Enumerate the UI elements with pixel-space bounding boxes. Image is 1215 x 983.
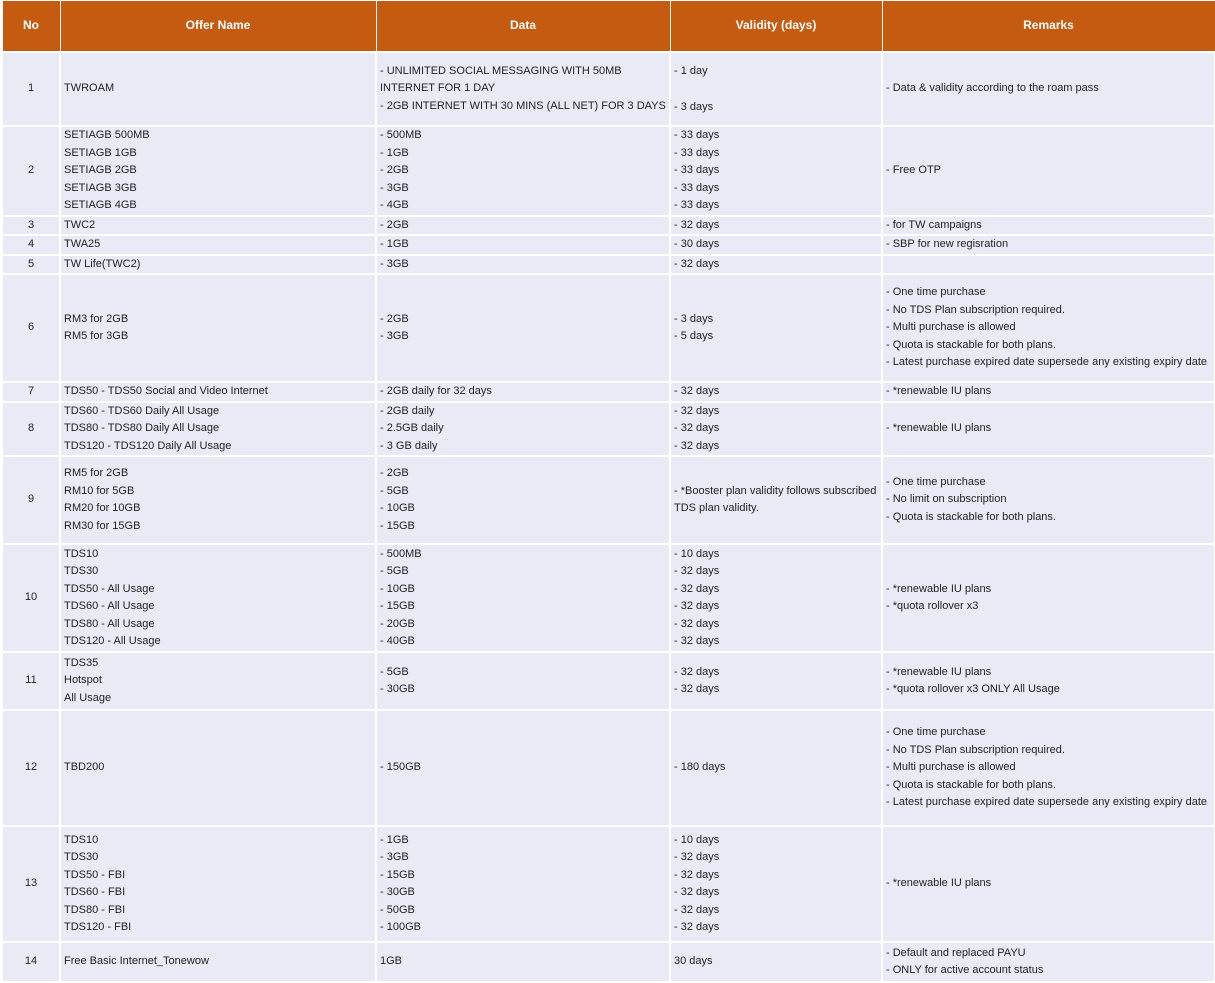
header-no: No <box>2 1 60 53</box>
validity-line: - 1 day <box>674 65 708 77</box>
validity-line: 30 days <box>674 955 713 968</box>
remarks-cell <box>882 402 1215 457</box>
remarks-line: - *renewable IU plans <box>886 582 992 595</box>
validity-cell <box>670 942 882 982</box>
offers-table-body <box>2 52 1215 982</box>
offer-line: TDS80 - FBI <box>64 903 126 916</box>
data-line: - 30GB <box>380 886 415 898</box>
offer-cell <box>60 652 376 710</box>
remarks-line: - *renewable IU plans <box>886 385 992 397</box>
remarks-line: - Quota is stackable for both plans. <box>886 778 1056 791</box>
data-line: - 15GB <box>380 600 415 612</box>
data-cell <box>376 255 670 275</box>
table-row <box>2 255 1215 275</box>
offer-cell <box>60 216 376 236</box>
data-line: - 2GB daily <box>380 404 435 417</box>
row-number-cell: 10 <box>2 544 60 652</box>
validity-line: - 33 days <box>674 164 720 176</box>
data-line: - 10GB <box>380 582 415 595</box>
row-number-cell: 8 <box>2 402 60 457</box>
remarks-cell <box>882 826 1215 942</box>
offer-cell <box>60 126 376 216</box>
validity-line: - 32 days <box>674 582 720 595</box>
remarks-cell <box>882 710 1215 826</box>
remarks-cell <box>882 382 1215 402</box>
remarks-line: - Data & validity according to the roam pass <box>886 82 1099 95</box>
offer-line: TDS30 <box>64 851 99 863</box>
offer-cell <box>60 274 376 382</box>
offer-line: SETIAGB 2GB <box>64 164 137 176</box>
header-validity: Validity (days) <box>670 1 882 53</box>
validity-line: - 30 days <box>674 238 720 250</box>
data-line: - 5GB <box>380 484 409 497</box>
remarks-cell <box>882 52 1215 126</box>
validity-line: - 32 days <box>674 921 720 933</box>
data-cell <box>376 216 670 236</box>
table-row <box>2 942 1215 982</box>
header-row <box>2 1 1215 53</box>
data-line: - 10GB <box>380 502 415 514</box>
remarks-cell <box>882 235 1215 255</box>
validity-cell <box>670 126 882 216</box>
data-line: - 3GB <box>380 257 409 270</box>
table-row <box>2 826 1215 942</box>
validity-line: - 32 days <box>674 404 720 417</box>
row-number-cell: 4 <box>2 235 60 255</box>
validity-line: - 32 days <box>674 600 720 612</box>
offer-cell <box>60 544 376 652</box>
validity-cell <box>670 235 882 255</box>
offer-line: TWA25 <box>64 238 101 250</box>
validity-line: - 32 days <box>674 439 720 452</box>
remarks-line: - Default and replaced PAYU <box>886 946 1026 959</box>
offer-line: TDS50 - TDS50 Social and Video Internet <box>64 385 268 397</box>
offer-line: All Usage <box>64 691 112 704</box>
remarks-line: - *renewable IU plans <box>886 665 992 678</box>
row-number-cell: 7 <box>2 382 60 402</box>
data-line: - 2GB daily for 32 days <box>380 385 492 397</box>
offer-line: RM20 for 10GB <box>64 502 141 514</box>
remarks-cell <box>882 456 1215 544</box>
offer-line: TDS120 - All Usage <box>64 635 161 647</box>
row-number-cell: 3 <box>2 216 60 236</box>
remarks-line: - No TDS Plan subscription required. <box>886 303 1065 316</box>
remarks-cell <box>882 652 1215 710</box>
validity-line: - 32 days <box>674 565 720 577</box>
data-line: - 1GB <box>380 146 409 159</box>
data-line: - 1GB <box>380 833 409 846</box>
offer-line: TDS10 <box>64 833 99 846</box>
remarks-cell <box>882 126 1215 216</box>
data-line: - 2GB <box>380 312 409 325</box>
remarks-line: - One time purchase <box>886 475 986 488</box>
remarks-cell <box>882 544 1215 652</box>
offer-cell <box>60 235 376 255</box>
data-cell <box>376 652 670 710</box>
header-data: Data <box>376 1 670 53</box>
remarks-line: - One time purchase <box>886 726 986 739</box>
validity-line: - 32 days <box>674 851 720 863</box>
offer-line: TDS60 - TDS60 Daily All Usage <box>64 404 220 417</box>
row-number-cell: 9 <box>2 456 60 544</box>
offer-cell <box>60 52 376 126</box>
header-remarks: Remarks <box>882 1 1215 53</box>
remarks-line: - *renewable IU plans <box>886 877 992 890</box>
table-row <box>2 456 1215 544</box>
table-row <box>2 126 1215 216</box>
validity-line: - 32 days <box>674 868 720 881</box>
validity-line: - 32 days <box>674 903 720 916</box>
header-offer-name: Offer Name <box>60 1 376 53</box>
offer-line: TDS60 - All Usage <box>64 600 155 612</box>
remarks-line: - Latest purchase expired date supersede any existing expiry date <box>886 796 1208 809</box>
offer-line: TWROAM <box>64 82 115 95</box>
data-cell <box>376 126 670 216</box>
remarks-line: - One time purchase <box>886 286 986 299</box>
validity-line: - *Booster plan validity follows subscribed TDS plan validity. <box>674 484 877 514</box>
validity-line: - 3 days <box>674 312 714 325</box>
row-number-cell: 2 <box>2 126 60 216</box>
offer-line: RM3 for 2GB <box>64 312 129 325</box>
data-line: - 40GB <box>380 635 415 647</box>
remarks-line: - Latest purchase expired date supersede any existing expiry date <box>886 356 1208 369</box>
validity-cell <box>670 826 882 942</box>
validity-line: - 32 days <box>674 385 720 397</box>
data-line: - 5GB <box>380 665 409 678</box>
validity-line: - 3 days <box>674 101 714 113</box>
data-line: - 5GB <box>380 565 409 577</box>
offer-line: SETIAGB 1GB <box>64 146 137 159</box>
data-cell <box>376 402 670 457</box>
table-row <box>2 274 1215 382</box>
data-line: - 15GB <box>380 868 415 881</box>
table-row <box>2 216 1215 236</box>
remarks-line: - No TDS Plan subscription required. <box>886 743 1065 756</box>
data-line: - 150GB <box>380 761 421 774</box>
data-line: - 100GB <box>380 921 421 933</box>
offer-line: TDS50 - All Usage <box>64 582 155 595</box>
offer-line: TDS120 - TDS120 Daily All Usage <box>64 439 232 452</box>
table-row <box>2 235 1215 255</box>
offer-line: TDS60 - FBI <box>64 886 126 898</box>
data-cell <box>376 382 670 402</box>
offer-line: TBD200 <box>64 761 105 774</box>
validity-cell <box>670 216 882 236</box>
offer-cell <box>60 255 376 275</box>
data-cell <box>376 274 670 382</box>
validity-cell <box>670 652 882 710</box>
data-cell <box>376 826 670 942</box>
table-row <box>2 382 1215 402</box>
validity-cell <box>670 402 882 457</box>
validity-line: - 33 days <box>674 181 720 194</box>
data-line: - 2GB <box>380 164 409 176</box>
remarks-cell <box>882 216 1215 236</box>
validity-line: - 33 days <box>674 146 720 159</box>
remarks-line: - for TW campaigns <box>886 218 982 231</box>
data-cell <box>376 710 670 826</box>
remarks-cell <box>882 274 1215 382</box>
data-line: - 30GB <box>380 683 415 695</box>
data-cell <box>376 456 670 544</box>
offer-cell <box>60 382 376 402</box>
offer-line: Hotspot <box>64 674 102 687</box>
validity-cell <box>670 382 882 402</box>
data-cell <box>376 235 670 255</box>
offer-line: TDS50 - FBI <box>64 868 126 881</box>
remarks-line: - Quota is stackable for both plans. <box>886 338 1056 351</box>
offer-line: TDS120 - FBI <box>64 921 132 933</box>
table-row <box>2 652 1215 710</box>
validity-cell <box>670 255 882 275</box>
validity-line: - 10 days <box>674 547 720 560</box>
validity-line: - 32 days <box>674 617 720 630</box>
validity-line: - 32 days <box>674 665 720 678</box>
data-line: - 2GB <box>380 467 409 479</box>
validity-line: - 33 days <box>674 129 720 141</box>
offer-line: RM5 for 2GB <box>64 467 129 479</box>
data-line: - 20GB <box>380 617 415 630</box>
data-line: - 4GB <box>380 199 409 211</box>
validity-line: - 32 days <box>674 218 720 231</box>
offer-line: TDS10 <box>64 547 99 560</box>
remarks-cell <box>882 942 1215 982</box>
data-line: - UNLIMITED SOCIAL MESSAGING WITH 50MB INTERNET FOR 1 DAY <box>380 64 622 95</box>
row-number-cell: 13 <box>2 826 60 942</box>
offer-cell <box>60 710 376 826</box>
offer-line: SETIAGB 3GB <box>64 181 137 194</box>
remarks-line: - *quota rollover x3 ONLY All Usage <box>886 683 1060 695</box>
table-row <box>2 544 1215 652</box>
validity-cell <box>670 544 882 652</box>
data-line: - 3GB <box>380 330 409 342</box>
offers-table <box>1 0 1215 983</box>
validity-cell <box>670 274 882 382</box>
validity-line: - 32 days <box>674 257 720 270</box>
row-number-cell: 6 <box>2 274 60 382</box>
row-number-cell: 11 <box>2 652 60 710</box>
offer-line: SETIAGB 500MB <box>64 129 150 141</box>
row-number-cell: 1 <box>2 52 60 126</box>
table-row <box>2 52 1215 126</box>
remarks-line: - *quota rollover x3 <box>886 600 979 612</box>
data-line: - 15GB <box>380 519 415 532</box>
validity-cell <box>670 710 882 826</box>
offer-line: TDS35 <box>64 656 99 669</box>
offer-cell <box>60 456 376 544</box>
offer-cell <box>60 402 376 457</box>
offer-line: Free Basic Internet_Tonewow <box>64 955 209 968</box>
remarks-line: - Quota is stackable for both plans. <box>886 510 1056 523</box>
validity-line: - 33 days <box>674 199 720 211</box>
offer-line: TW Life(TWC2) <box>64 257 141 270</box>
remarks-line: - *renewable IU plans <box>886 422 992 434</box>
data-line: - 50GB <box>380 903 415 916</box>
offer-line: TDS30 <box>64 565 99 577</box>
validity-line: - 10 days <box>674 833 720 846</box>
data-cell <box>376 52 670 126</box>
remarks-line: - ONLY for active account status <box>886 964 1044 976</box>
remarks-line: - Multi purchase is allowed <box>886 321 1016 334</box>
remarks-line: - No limit on subscription <box>886 493 1007 506</box>
data-line: - 2GB <box>380 218 409 231</box>
offer-line: RM5 for 3GB <box>64 330 129 342</box>
validity-cell <box>670 52 882 126</box>
data-line: - 2.5GB daily <box>380 422 444 434</box>
data-line: - 500MB <box>380 129 422 141</box>
data-cell <box>376 942 670 982</box>
data-line: - 500MB <box>380 547 422 560</box>
remarks-line: - Free OTP <box>886 164 942 176</box>
data-line: - 2GB INTERNET WITH 30 MINS (ALL NET) FOR 3 DAYS <box>380 99 666 112</box>
table-row <box>2 402 1215 457</box>
row-number-cell: 14 <box>2 942 60 982</box>
data-line: - 1GB <box>380 238 409 250</box>
remarks-cell <box>882 255 1215 275</box>
offer-line: SETIAGB 4GB <box>64 199 137 211</box>
offer-line: TDS80 - All Usage <box>64 617 155 630</box>
data-line: - 3 GB daily <box>380 439 438 452</box>
offer-cell <box>60 826 376 942</box>
table-row <box>2 710 1215 826</box>
offer-cell <box>60 942 376 982</box>
offer-line: RM30 for 15GB <box>64 519 141 532</box>
validity-line: - 32 days <box>674 635 720 647</box>
validity-cell <box>670 456 882 544</box>
offer-line: RM10 for 5GB <box>64 484 135 497</box>
remarks-line: - SBP for new regisration <box>886 238 1009 250</box>
validity-line: - 5 days <box>674 330 714 342</box>
data-line: 1GB <box>380 955 403 968</box>
validity-line: - 32 days <box>674 422 720 434</box>
validity-line: - 32 days <box>674 683 720 695</box>
validity-line: - 180 days <box>674 761 726 774</box>
validity-line: - 32 days <box>674 886 720 898</box>
offer-line: TWC2 <box>64 218 96 231</box>
data-line: - 3GB <box>380 851 409 863</box>
row-number-cell: 12 <box>2 710 60 826</box>
offer-line: TDS80 - TDS80 Daily All Usage <box>64 422 220 434</box>
row-number-cell: 5 <box>2 255 60 275</box>
data-cell <box>376 544 670 652</box>
remarks-line: - Multi purchase is allowed <box>886 761 1016 774</box>
data-line: - 3GB <box>380 181 409 194</box>
